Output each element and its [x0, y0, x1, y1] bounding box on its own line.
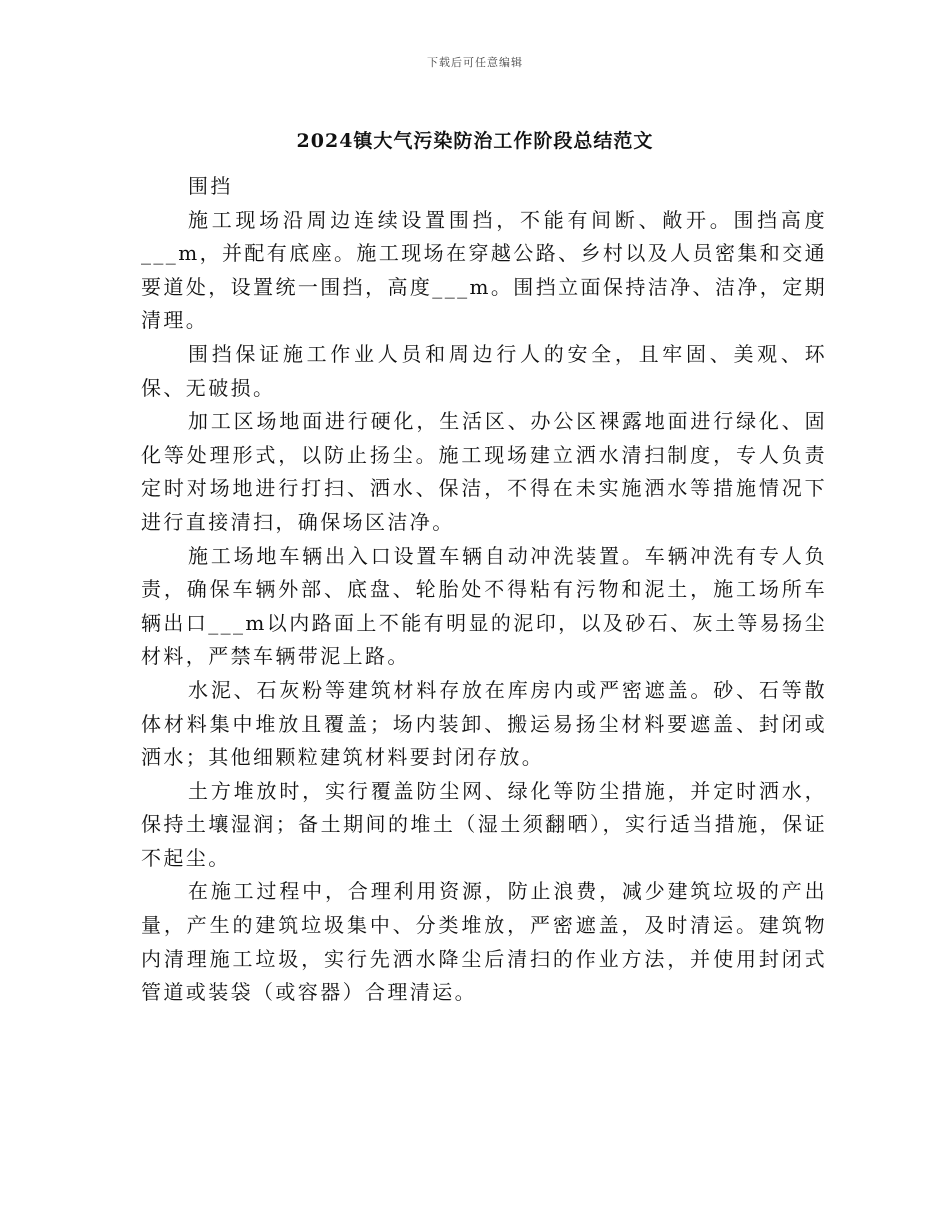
document-title: 2024镇大气污染防治工作阶段总结范文 — [296, 130, 654, 152]
paragraph: 土方堆放时，实行覆盖防尘网、绿化等防尘措施，并定时洒水，保持土壤湿润；备土期间的堆土（湿土须翻晒），实行适当措施，保证不起尘。 — [141, 778, 827, 870]
document-body — [141, 170, 827, 1010]
paragraph: 施工场地车辆出入口设置车辆自动冲洗装置。车辆冲洗有专人负责，确保车辆外部、底盘、轮胎处不得粘有污物和泥土，施工场所车辆出口___m以内路面上不能有明显的泥印，以及砂石、灰土等易扬尘材料，严禁车辆带泥上路。 — [141, 543, 827, 669]
paragraph: 在施工过程中，合理利用资源，防止浪费，减少建筑垃圾的产出量，产生的建筑垃圾集中、分类堆放，严密遮盖，及时清运。建筑物内清理施工垃圾，实行先洒水降尘后清扫的作业方法，并使用封闭式管道或装袋（或容器）合理清运。 — [141, 879, 827, 1005]
paragraph: 围挡保证施工作业人员和周边行人的安全，且牢固、美观、环保、无破损。 — [141, 341, 827, 400]
paragraph: 水泥、石灰粉等建筑材料存放在库房内或严密遮盖。砂、石等散体材料集中堆放且覆盖；场内装卸、搬运易扬尘材料要遮盖、封闭或洒水；其他细颗粒建筑材料要封闭存放。 — [141, 677, 827, 770]
paragraph: 施工现场沿周边连续设置围挡，不能有间断、敞开。围挡高度___m，并配有底座。施工现场在穿越公路、乡村以及人员密集和交通要道处，设置统一围挡，高度___m。围挡立面保持洁净、洁净，定期清理。 — [141, 207, 827, 333]
section-heading: 围挡 — [188, 174, 233, 198]
header-note: 下载后可任意编辑 — [427, 56, 523, 69]
paragraph: 加工区场地面进行硬化，生活区、办公区裸露地面进行绿化、固化等处理形式，以防止扬尘。施工现场建立洒水清扫制度，专人负责定时对场地进行打扫、洒水、保洁，不得在未实施洒水等措施情况下进行直接清扫，确保场区洁净。 — [141, 409, 827, 534]
